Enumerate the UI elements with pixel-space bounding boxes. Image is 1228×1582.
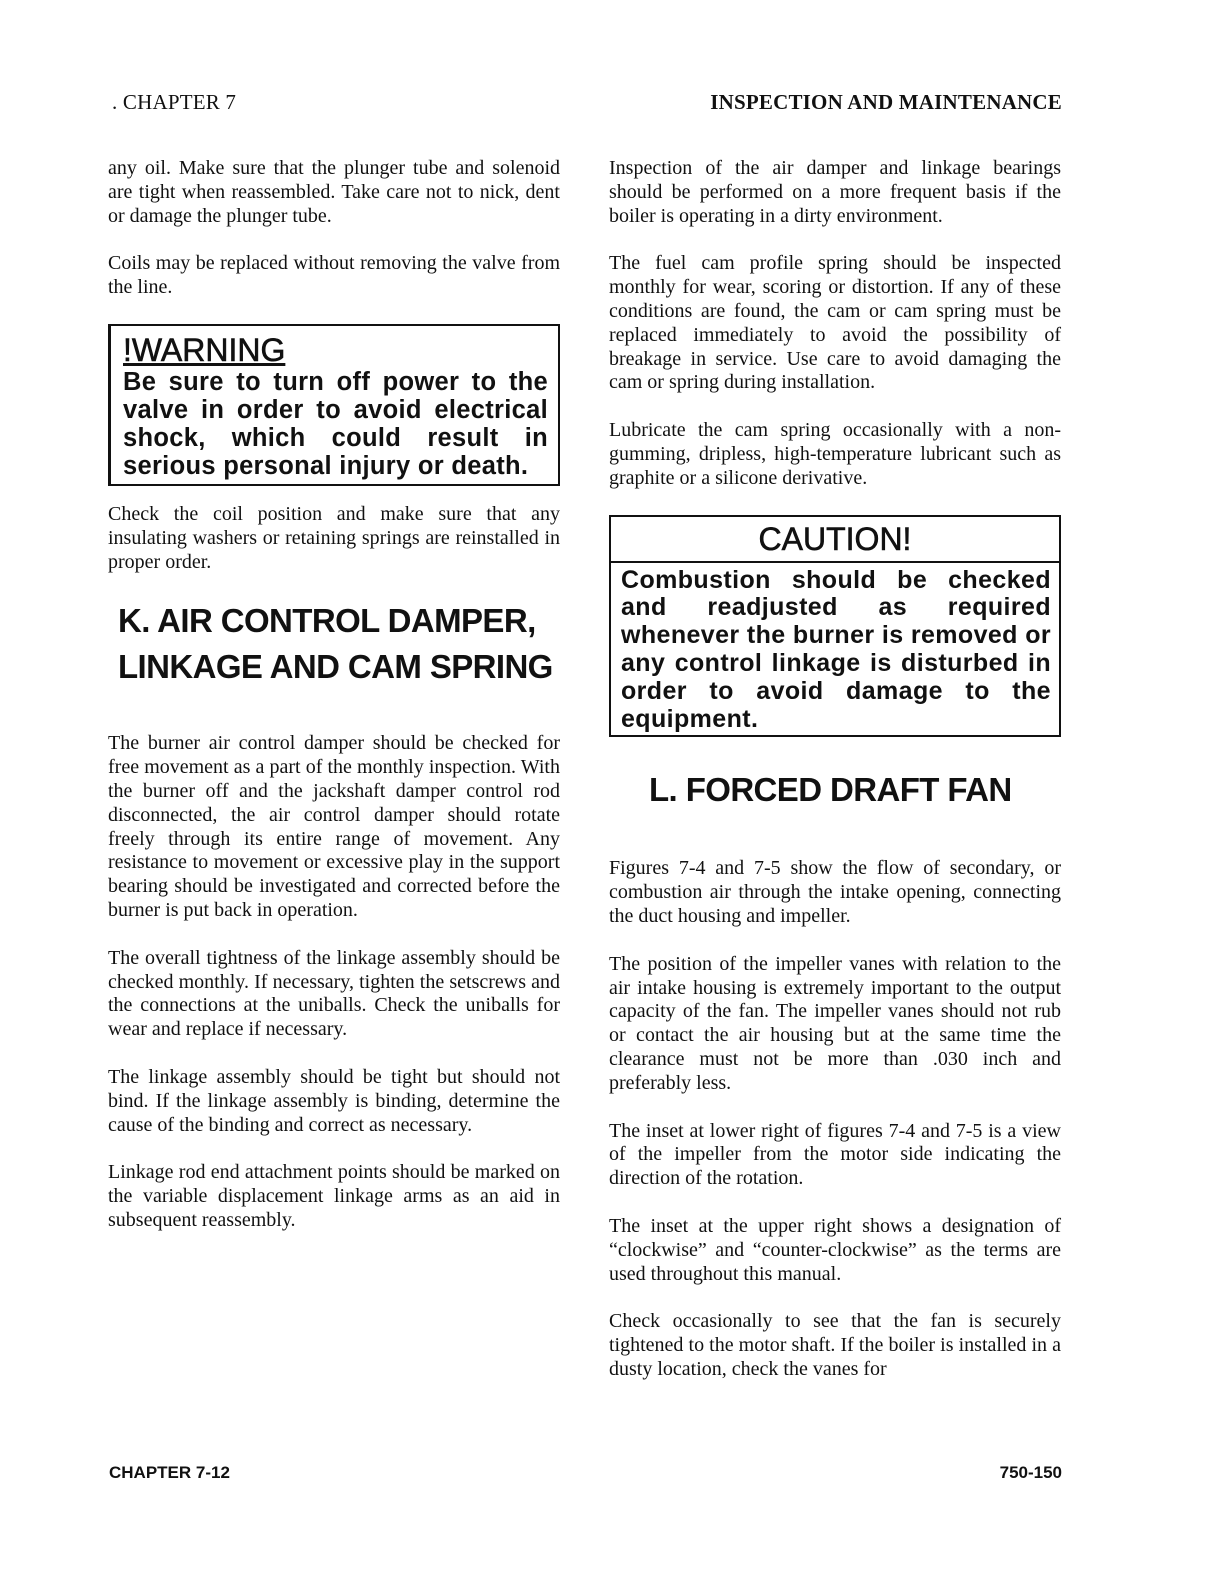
chapter-header: . CHAPTER 7 [112, 90, 237, 114]
paragraph: The inset at the upper right shows a designation of “clockwise” and “counter-clockwise” as the terms are used throughout this manual. [609, 1214, 1061, 1285]
document-number: 750-150 [999, 1463, 1062, 1482]
caution-box [609, 515, 1061, 738]
warning-title: !WARNING [123, 331, 286, 368]
section-l-title: L. FORCED DRAFT FAN [649, 771, 1012, 809]
paragraph: The fuel cam profile spring should be inspected monthly for wear, scoring or distortion. If any of these conditions are found, the cam or cam spring must be replaced immediately to avoid the possibility of breakage in service. Use care to avoid damaging the cam or spring during installation. [609, 252, 1061, 394]
paragraph: any oil. Make sure that the plunger tube and solenoid are tight when reassembled. Take care not to nick, dent or damage the plunger tube. [108, 157, 560, 227]
paragraph: Inspection of the air damper and linkage bearings should be performed on a more frequent basis if the boiler is operating in a dirty environment. [609, 157, 1061, 227]
caution-text: Combustion should be checked and readjusted as required whenever the burner is removed or any control linkage is disturbed in order to avoid damage to the equipment. [621, 565, 1051, 733]
section-k-line2: LINKAGE AND CAM SPRING [118, 648, 553, 686]
paragraph: The position of the impeller vanes with relation to the air intake housing is extremely important to the output capacity of the fan. The impeller vanes should not rub or contact the air housing but at the same time the clearance must not be more than .030 inch and preferably less. [609, 952, 1061, 1094]
section-header: INSPECTION AND MAINTENANCE [710, 90, 1062, 114]
left-column [108, 157, 560, 1257]
warning-text: Be sure to turn off power to the valve in order to avoid electrical shock, which could result in serious personal injury or death. [123, 367, 548, 480]
paragraph: Lubricate the cam spring occasionally with a non-gumming, dripless, high-temperature lubricant such as graphite or a silicone derivative. [609, 419, 1061, 489]
section-k-title [118, 598, 560, 690]
paragraph: Coils may be replaced without removing the valve from the line. [108, 252, 560, 299]
warning-box [108, 324, 560, 486]
paragraph: Check the coil position and make sure that any insulating washers or retaining springs are reinstalled in proper order. [108, 502, 560, 573]
paragraph: Figures 7-4 and 7-5 show the flow of secondary, or combustion air through the intake opening, connecting the duct housing and impeller. [609, 857, 1061, 927]
page-number: CHAPTER 7-12 [109, 1463, 230, 1482]
section-k-line1: K. AIR CONTROL DAMPER, [118, 602, 536, 640]
paragraph: The overall tightness of the linkage assembly should be checked monthly. If necessary, tighten the setscrews and the connections at the uniballs. Check the uniballs for wear and replace if necessary. [108, 946, 560, 1041]
paragraph: The inset at lower right of figures 7-4 and 7-5 is a view of the impeller from the motor side indicating the direction of the rotation. [609, 1119, 1061, 1190]
paragraph: Linkage rod end attachment points should be marked on the variable displacement linkage arms as an aid in subsequent reassembly. [108, 1161, 560, 1231]
paragraph: Check occasionally to see that the fan is securely tightened to the motor shaft. If the boiler is installed in a dusty location, check the vanes for [609, 1310, 1061, 1380]
right-column [609, 157, 1061, 1406]
paragraph: The linkage assembly should be tight but should not bind. If the linkage assembly is binding, determine the cause of the binding and correct as necessary. [108, 1065, 560, 1136]
paragraph: The burner air control damper should be checked for free movement as a part of the monthly inspection. With the burner off and the jackshaft damper control rod disconnected, the air control damper should rotate freely through its entire range of movement. Any resistance to movement or excessive play in the support bearing should be investigated and corrected before the burner is put back in operation. [108, 732, 560, 921]
caution-title: CAUTION! [611, 517, 1059, 563]
